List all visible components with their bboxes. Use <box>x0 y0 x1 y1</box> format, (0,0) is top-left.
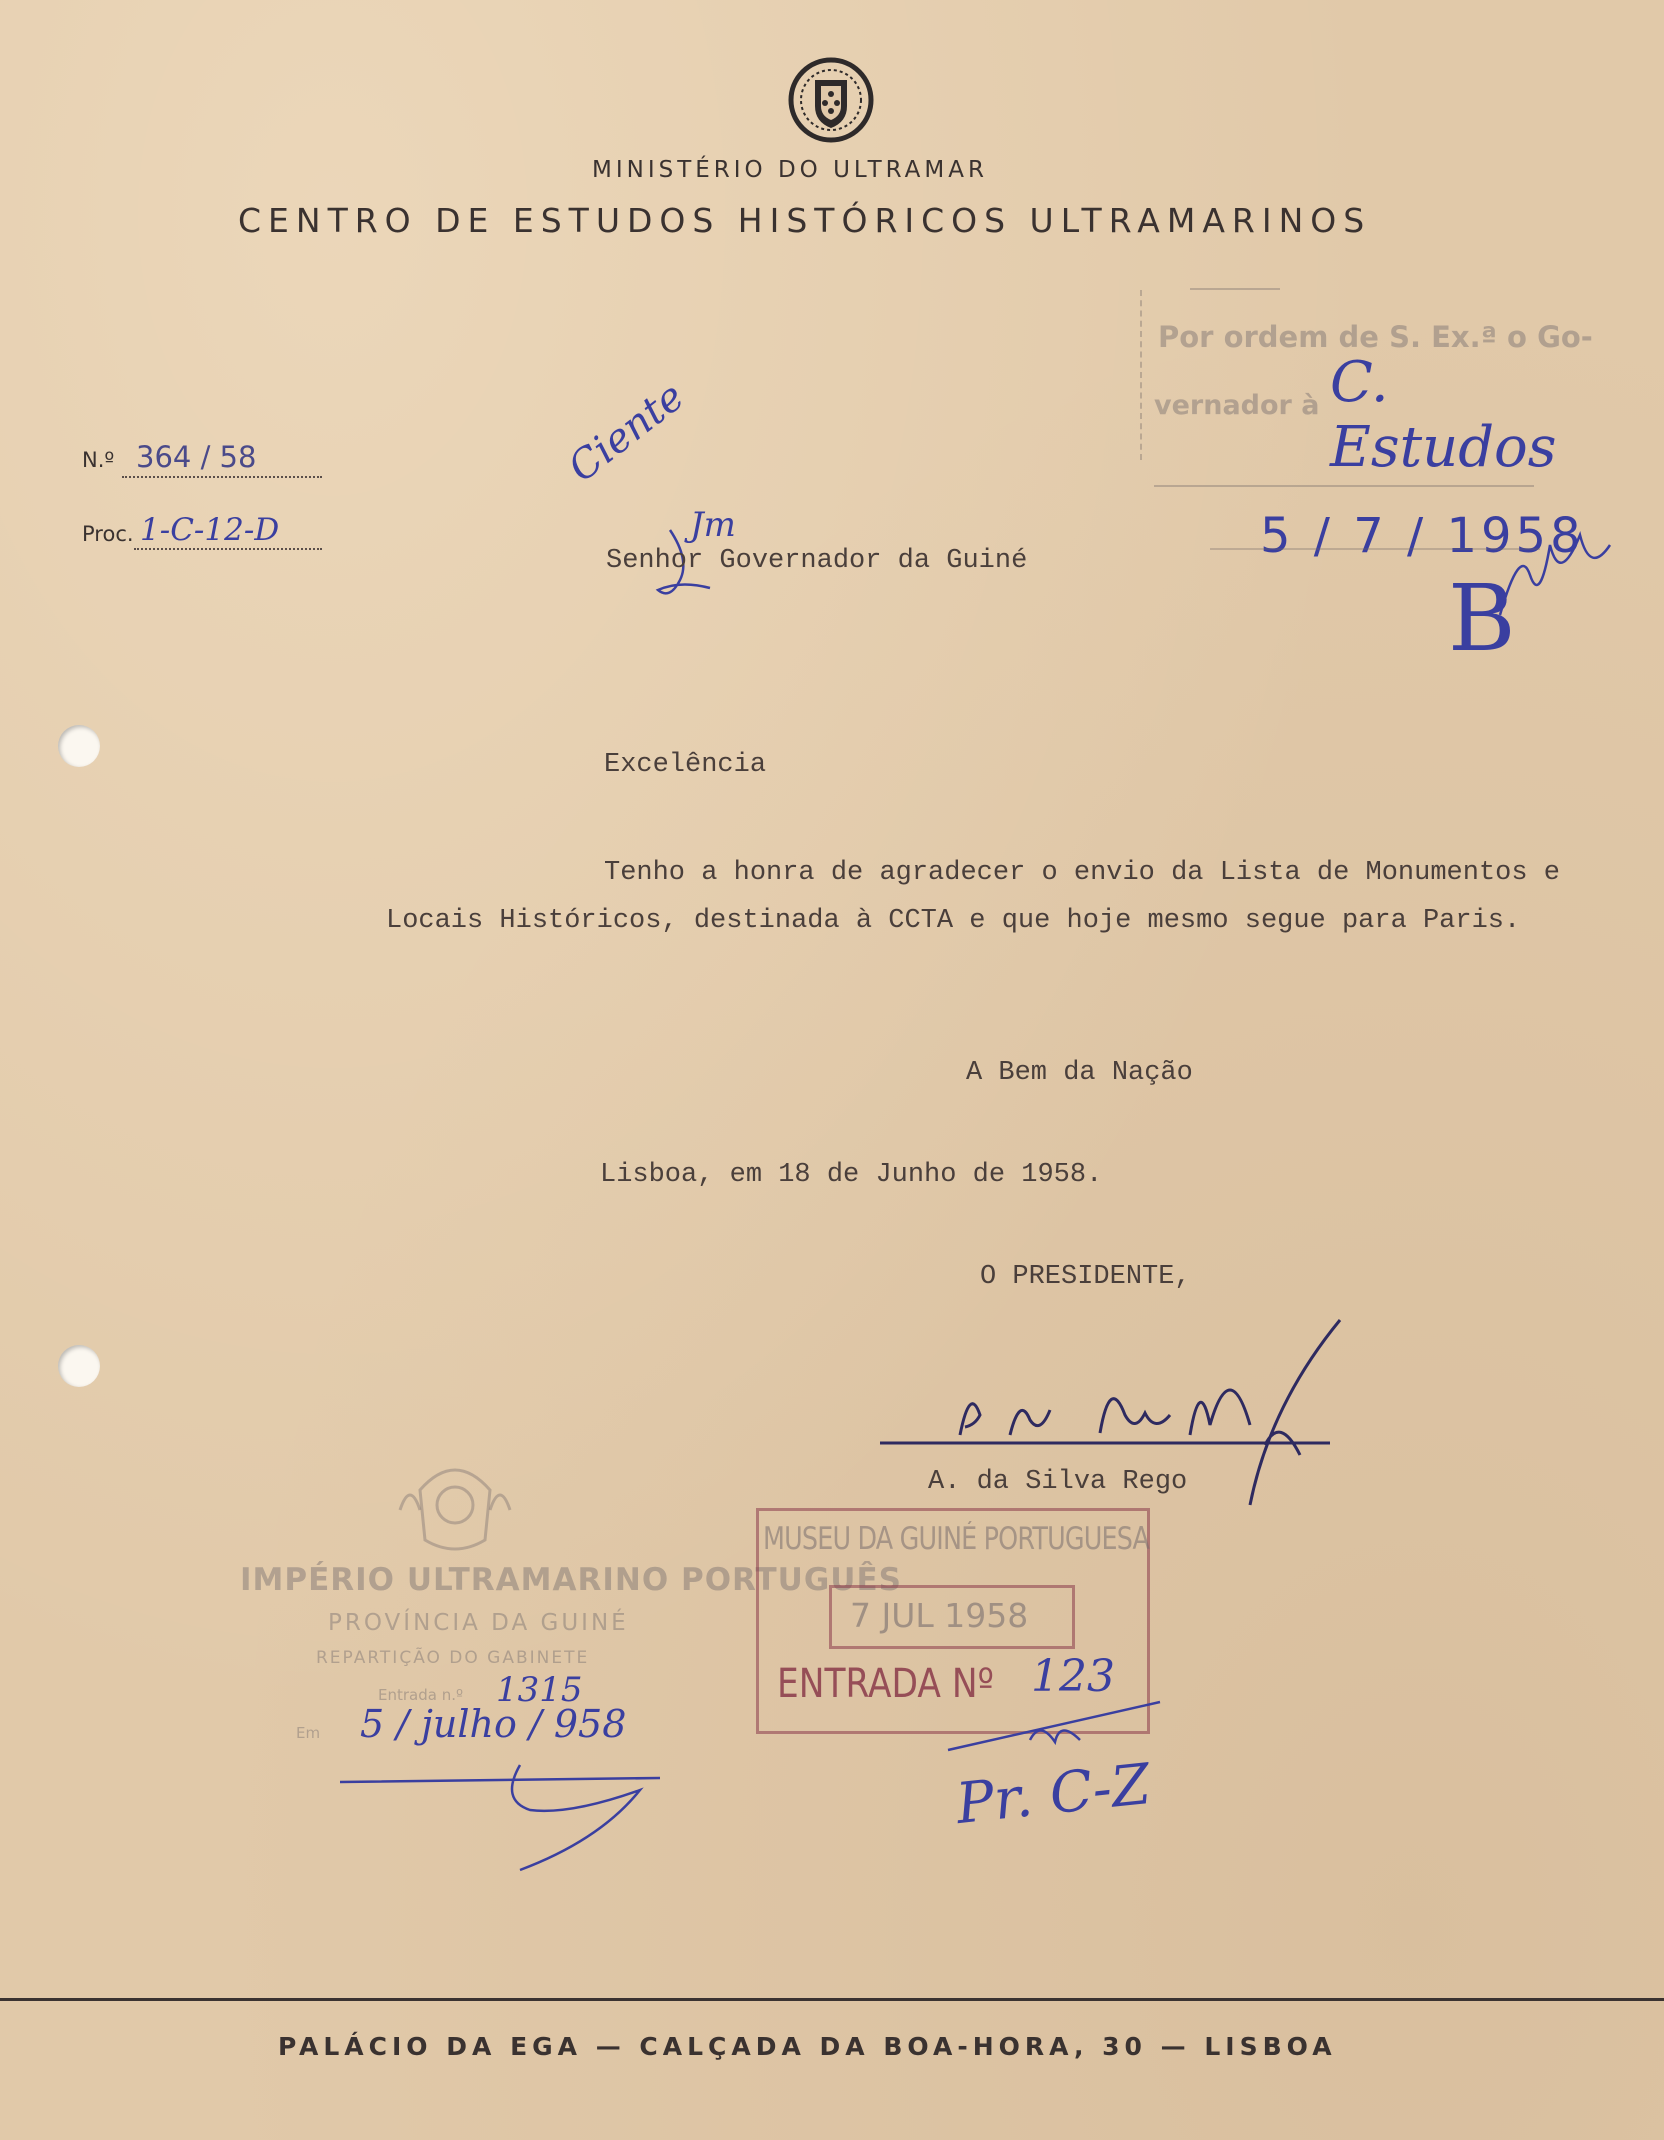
province-stamp-line3: REPARTIÇÃO DO GABINETE <box>316 1648 590 1668</box>
museum-date-box <box>829 1585 1075 1649</box>
punch-hole-top <box>58 725 100 767</box>
proc-label: Proc. <box>82 522 134 546</box>
order-stamp-line1: Por ordem de S. Ex.ª o Go- <box>1158 320 1593 354</box>
reference-number-value: 364 / 58 <box>136 440 257 474</box>
signatory-name: A. da Silva Rego <box>928 1467 1188 1497</box>
footer-rule <box>0 1998 1664 2001</box>
province-stamp <box>240 1440 902 1770</box>
province-crest-icon <box>390 1450 520 1560</box>
margin-note: Ciente <box>560 373 693 492</box>
museum-stamp-date: 7 JUL 1958 <box>850 1596 1029 1635</box>
punch-hole-bottom <box>58 1345 100 1387</box>
province-stamp-flourish-icon <box>340 1760 670 1880</box>
proc-value: 1-C-12-D <box>140 512 280 548</box>
margin-initials: Jm <box>690 505 736 545</box>
salutation: Excelência <box>604 750 767 780</box>
museum-entry-label: ENTRADA Nº <box>777 1661 994 1707</box>
footer-address: PALÁCIO DA EGA — CALÇADA DA BOA-HORA, 30 — LISBOA <box>278 2032 1337 2061</box>
signatory-title: O PRESIDENTE, <box>980 1262 1191 1292</box>
coat-of-arms-icon <box>785 56 877 144</box>
museum-entry-number: 123 <box>1031 1651 1115 1702</box>
body-line-2: Locais Históricos, destinada à CCTA e que hoje mesmo segue para Paris. <box>386 906 1521 936</box>
ministry-heading: MINISTÉRIO DO ULTRAMAR <box>592 157 988 183</box>
museum-stamp-strike-icon <box>940 1690 1170 1760</box>
closing: A Bem da Nação <box>966 1058 1193 1088</box>
body-line-1: Tenho a honra de agradecer o envio da Lista de Monumentos e <box>604 858 1560 888</box>
proc-note: Pr. C-Z <box>953 1752 1154 1837</box>
order-date: 5 / 7 / 1958 <box>1260 508 1585 564</box>
province-entry-number: 1315 <box>496 1670 583 1710</box>
province-date-label: Em <box>296 1724 321 1742</box>
order-stamp-line2: vernador à <box>1154 390 1320 421</box>
province-entry-label: Entrada n.º <box>378 1686 464 1704</box>
province-date-value: 5 / julho / 958 <box>360 1702 627 1746</box>
museum-stamp-title: MUSEU DA GUINÉ PORTUGUESA <box>763 1521 1150 1557</box>
reference-number <box>82 440 322 480</box>
centre-heading: CENTRO DE ESTUDOS HISTÓRICOS ULTRAMARINOS <box>238 201 1372 240</box>
proc-reference <box>82 512 322 552</box>
order-initials: B <box>1448 565 1516 672</box>
place-date: Lisboa, em 18 de Junho de 1958. <box>600 1160 1103 1190</box>
order-initials-flourish-icon <box>1490 525 1630 645</box>
province-stamp-line2: PROVÍNCIA DA GUINÉ <box>328 1610 629 1636</box>
order-handwritten: C. Estudos <box>1330 350 1557 480</box>
reference-number-label: N.º <box>82 448 115 472</box>
addressee: Senhor Governador da Guiné <box>606 546 1028 576</box>
province-stamp-line1: IMPÉRIO ULTRAMARINO PORTUGUÊS <box>240 1562 902 1598</box>
